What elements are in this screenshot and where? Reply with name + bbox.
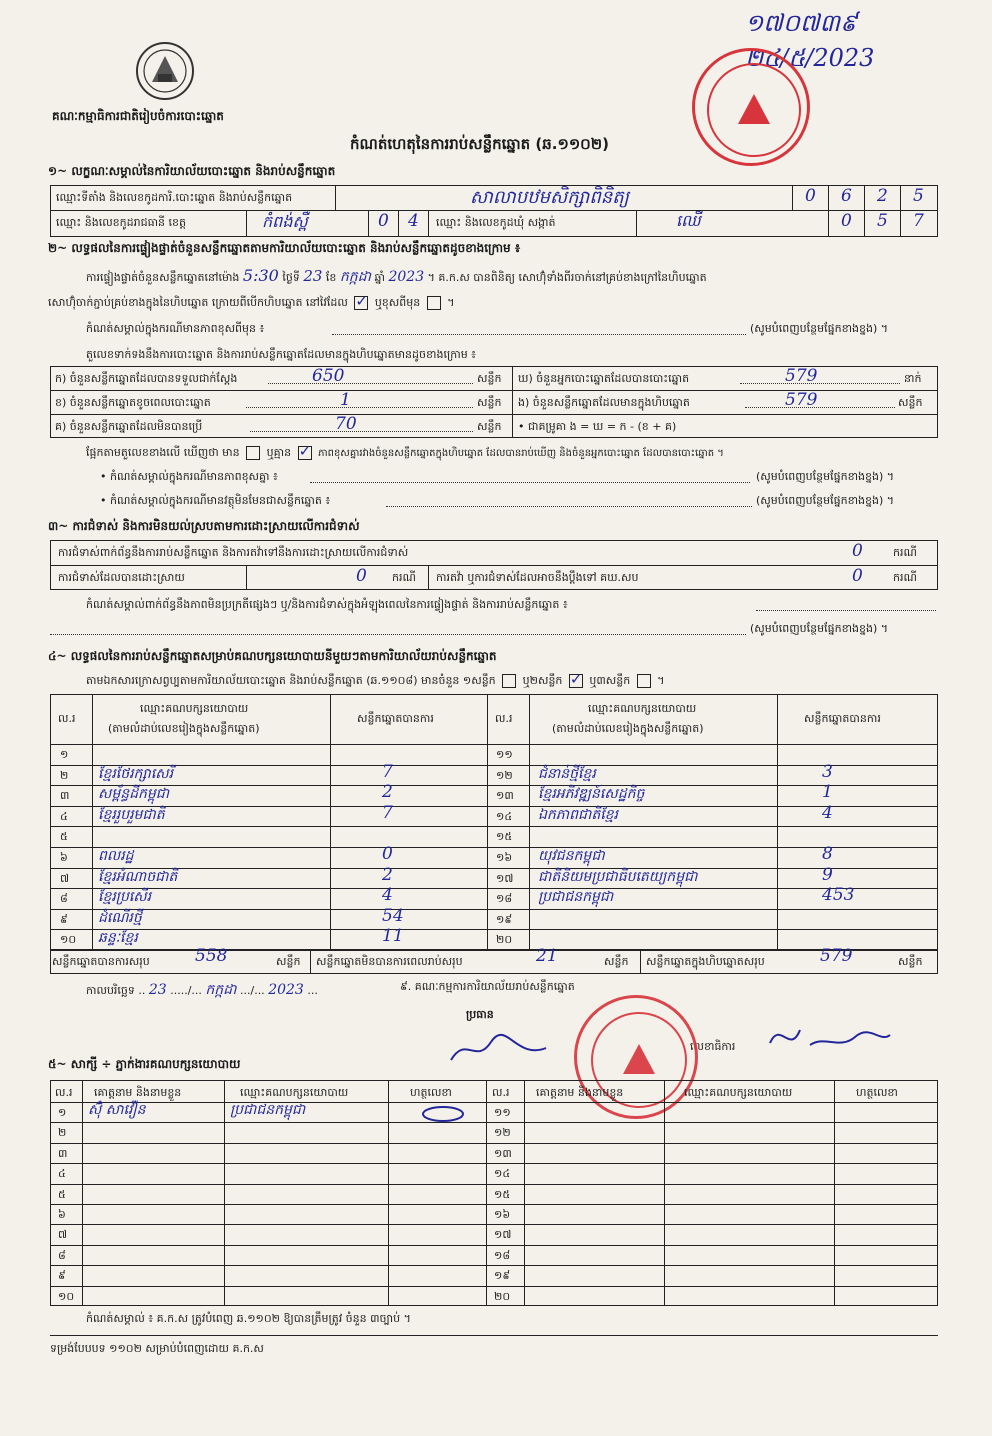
result-no: ៤ [60,809,68,823]
resolved-label: ការជំទាស់ដែលបានដោះស្រាយ [58,571,185,584]
section5-heading: ៥~ សាក្សី ÷ ភ្នាក់ងារគណបក្សនយោបាយ [48,1057,241,1071]
resolved-value: 0 [356,566,367,586]
witness-no: ៤ [58,1167,66,1181]
witness-no: ១៣ [494,1146,512,1160]
witness-no: ១៤ [494,1167,511,1181]
result-votes: 0 [382,844,393,864]
result-party: ដំណើរថ្មី [98,909,142,926]
different-checkbox[interactable] [427,296,441,310]
party-header-left: ឈ្មោះគណបក្សនយោបាយ [140,702,249,715]
form-footer: ទម្រង់បែបបទ ១១០២ សម្រាប់បំពេញដោយ គ.ក.ស [50,1342,264,1355]
result-votes: 3 [822,761,833,782]
count-formula: • ជាគម្រូគា ង = ឃ = ក - (ខ + គ) [518,420,677,433]
total-invalid-value: 21 [536,946,558,966]
result-no: ១០ [60,933,77,947]
verify-line-1: ការផ្ទៀងផ្ទាត់ចំនួនសន្លឹកឆ្នោតនៅម៉ោង 5:30 ថ្ងៃទី 23 ខែ កក្កដា ឆ្នាំ 2023 ។ គ.ក.ស បានពិនិត្យ សោហ៊ុំទាំងពីរចាក់នៅគ្រប់ខាងក្រៅនៃហិបឆ្នោត [86,266,707,285]
completion-note: កំណត់សម្គាល់ ៖ គ.ក.ស ត្រូវបំពេញ ឆ.១១០២ ឱ្យបានត្រឹមត្រូវ ចំនួន ៣ច្បាប់ ។ [86,1312,411,1325]
section3-heading: ៣~ ការជំទាស់ និងការមិនយល់ស្របតាមការដោះស្រាយលើការជំទាស់ [48,519,360,533]
office-value: សាលាបឋមសិក្សាពិនិត្យ [470,187,629,208]
witness-party-1: ប្រជាជនកម្ពុជា [230,1102,306,1118]
commune-value: ឈើ [676,211,701,230]
count-c-value: 70 [335,414,357,434]
president-signature [446,1030,556,1070]
witness-no: ១៩ [494,1269,511,1283]
count-a-label: ក) ចំនួនសន្លឹកឆ្នោតដែលបានទទួលជាក់ស្តែង [55,372,238,385]
two-sheet-checkbox[interactable] [569,674,583,688]
count-d-value: 579 [785,366,818,386]
witness-no: ៨ [58,1248,66,1262]
form-title: កំណត់ហេតុនៃការរាប់សន្លឹកឆ្នោត (ឆ.១១០២) [350,135,610,153]
handwritten-reference: ១៧០៧៣៩ ២៤/៥/2023 [745,9,875,72]
form-page: គណៈកម្មាធិការជាតិរៀបចំការបោះឆ្នោត កំណត់ហេតុនៃការរាប់សន្លឹកឆ្នោត (ឆ.១១០២) ១៧០៧៣៩ ២៤/៥/2023 ១~ លក្ខណៈសម្គាល់នៃការិយាល័យបោះឆ្នោត និងរាប់សន្លឹកឆ្នោត ឈ្មោះទីតាំង និងលេខកូដការិ.បោះឆ្នោត និងរាប់សន្លឹកឆ្នោត សាលាបឋមសិក្សាពិនិត្យ 0 6 2 5 ឈ្មោះ និងលេខកូដរាជធានី ខេត្ត កំពង់ស្ពឺ 0 4 ឈ្មោះ និងលេខកូដឃុំ សង្កាត់ ឈើ 0 5 7 ២~ លទ្ធផលនៃការផ្ទៀងផ្ទាត់ចំនួនសន្លឹកឆ្នោតតាមការិយាល័យបោះឆ្នោត និងរាប់សន្លឹកឆ្នោតដូចខាងក្រោម ៖ ការផ្ទៀងផ្ទាត់ចំនួនសន្លឹកឆ្នោតនៅម៉ោង 5:30 ថ្ងៃទី 23 ខែ កក្កដា ឆ្នាំ 2023 ។ គ.ក.ស បានពិនិត្យ សោហ៊ុំទាំងពីរចាក់នៅគ្រប់ខាងក្រៅនៃហិបឆ្នោត សោហ៊ុំចាក់ភ្ជាប់គ្រប់ខាងក្នុងនៃហិបឆ្នោត ក្រោយពីបើកហិបឆ្នោត នៅវៃដែល ✓ ឬខុសពីមុន ។ កំណត់សម្គាល់ក្នុងករណីមានភាពខុសពីមុន ៖ (សូមបំពេញបន្ថែមផ្នែកខាងខ្នង) ។ តួលេខទាក់ទងនឹងការបោះឆ្នោត និងការរាប់សន្លឹកឆ្នោតដែលមានក្នុងហិបឆ្នោតមានដូចខាងក្រោម ៖ ក) ចំនួនសន្លឹកឆ្នោតដែលបានទទួលជាក់ស្តែង 650 សន្លឹក ខ) ចំនួនសន្លឹកឆ្នោតខូចពេលបោះឆ្នោត 1 សន្លឹក គ) ចំនួនសន្លឹកឆ្នោតដែលមិនបានប្រើ 70 សន្លឹក ឃ) ចំនួនអ្នកបោះឆ្នោតដែលបានបោះឆ្នោត 579 នាក់ ង) ចំនួនសន្លឹកឆ្នោតដែលមានក្នុងហិបឆ្នោត 579 សន្លឹក • ជាគម្រូគា ង = ឃ = ក - (ខ + គ) ផ្អែកតាមតួលេខខាងលើ ឃើញថា មាន ឬគ្មាន ✓ ភាពខុសគ្នារវាងចំនួនសន្លឹកឆ្នោតក្នុងហិបឆ្នោត ដែលបានរាប់ឃើញ និងចំនួនអ្នកបោះឆ្នោត ដែលបានបោះឆ្នោត ។ • កំណត់សម្គាល់ក្នុងករណីមានភាពខុសគ្នា ៖ (សូមបំពេញបន្ថែមផ្នែកខាងខ្នង) ។ • កំណត់សម្គាល់ក្នុងករណីមានវត្ថុមិនមែនជាសន្លឹកឆ្នោត ៖ (សូមបំពេញបន្ថែមផ្នែកខាងខ្នង) ។ ៣~ ការជំទាស់ និងការមិនយល់ស្របតាមការដោះស្រាយលើការជំទាស់ ការជំទាស់ពាក់ព័ន្ធនឹងការរាប់សន្លឹកឆ្នោត និងការតវ៉ាទៅនឹងការដោះស្រាយលើការជំទាស់ 0 ករណី ការជំទាស់ដែលបានដោះស្រាយ 0 ករណី ការតវ៉ា ឬការជំទាស់ដែលអាចនឹងប្តឹងទៅ គឃ.សប 0 ករណី កំណត់សម្គាល់ពាក់ព័ន្ធនឹងភាពមិនប្រក្រតីផ្សេងៗ ឬ/និងការជំទាស់ក្នុងអំឡុងពេលនៃការផ្ទៀងផ្ទាត់ និងការរាប់សន្លឹកឆ្នោត ៖ (សូមបំពេញបន្ថែមផ្នែកខាងខ្នង) ។ ៤~ លទ្ធផលនៃការរាប់សន្លឹកឆ្នោតសម្រាប់គណបក្សនយោបាយនីមួយៗតាមការិយាល័យរាប់សន្លឹកឆ្នោត តាមឯកសារក្រោសព្វប្បតាមការិយាល័យបោះឆ្នោត និងរាប់សន្លឹកឆ្នោត (ឆ.១១០៨) មានចំនួន ១សន្លឹក ឬ២សន្លឹក ✓ ឬ៣សន្លឹក ។ ល.រ ឈ្មោះគណបក្សនយោបាយ (តាមលំដាប់លេខរៀងក្នុងសន្លឹកឆ្នោត) សន្លឹកឆ្នោតបានការ ល.រ ឈ្មោះគណបក្សនយោបាយ (តាមលំដាប់លេខរៀងក្នុងសន្លឹកឆ្នោត) សន្លឹកឆ្នោតបានការ ១ ២ ខ្មែរថែរក្សាសេរី 7 ៣ សម្ព័ន្ធដីកម្ពុជា 2 ៤ ខ្មែររួបរួមជាតិ 7 ៥ ៦ ពលរដ្ឋ 0 ៧ ខ្មែរអំណាចជាតិ 2 ៨ ខ្មែរប្រសើរ 4 ៩ ដំណើរថ្មី 54 ១០ ឆន្ទៈខ្មែរ 11 ១១ ១២ ជំនាន់ថ្មីខ្មែរ 3 ១៣ ខ្មែរអភិវឌ្ឍន៍សេដ្ឋកិច្ច 1 ១៤ ឯកភាពជាតិខ្មែរ 4 ១៥ ១៦ យុវជនកម្ពុជា 8 ១៧ ជាតិនិយមប្រជាធិបតេយ្យកម្ពុជា 9 ១៨ ប្រជាជនកម្ពុជា 453 ១៩ ២០ សន្លឹកឆ្នោតបានការសរុប 558 សន្លឹក សន្លឹកឆ្នោតមិនបានការពេលរាប់សរុប 21 សន្លឹក សន្លឹកឆ្នោតក្នុងហិបឆ្នោតសរុប 579 សន្លឹក កាលបរិច្ឆេទ .. 23 ...../... កក្កដា .../... 2023 ... ៩. គណៈកម្មការការិយាល័យរាប់សន្លឹកឆ្នោត ប្រធាន លេខាធិការ ៥~ សាក្សី ÷ ភ្នាក់ងារគណបក្សនយោបាយ ល.រ គោត្តនាម និងនាមខ្លួន ឈ្មោះគណបក្សនយោបាយ ហត្ថលេខា ល.រ គោត្តនាម និងនាមខ្លួន ឈ្មោះគណបក្សនយោបាយ ហត្ថលេខា ១ ១១ ២ ១២ ៣ ១៣ ៤ ១៤ ៥ ១៥ ៦ ១៦ ៧ ១៧ ៨ ១៨ ៩ ១៩ ១០ ២០ ស៊ុំ សាវឿន ប្រជាជនកម្ពុជា កំណត់សម្គាល់ ៖ គ.ក.ស ត្រូវបំពេញ ឆ.១១០២ ឱ្យបានត្រឹមត្រូវ ចំនួន ៣ច្បាប់ ។ ទម្រង់បែបបទ ១១០២ សម្រាប់បំពេញដោយ គ.ក.ស [0,0,992,1436]
verify-year: 2023 [388,269,425,285]
result-party: ខ្មែរប្រសើរ [98,889,152,906]
result-votes: 7 [382,802,393,823]
result-no: ១៧ [496,871,514,885]
compare-line: ផ្អែកតាមតួលេខខាងលើ ឃើញថា មាន ឬគ្មាន ✓ ភាពខុសគ្នារវាងចំនួនសន្លឹកឆ្នោតក្នុងហិបឆ្នោត ដែលបានរាប់ឃើញ និងចំនួនអ្នកបោះឆ្នោត ដែលបានបោះឆ្នោត ។ [86,446,724,462]
total-invalid-label: សន្លឹកឆ្នោតមិនបានការពេលរាប់សរុប [316,955,463,968]
witness-name-header-left: គោត្តនាម និងនាមខ្លួន [94,1086,182,1099]
result-votes: 54 [382,905,404,926]
result-no: ២០ [496,933,513,947]
bullet-difference: • កំណត់សម្គាល់ក្នុងករណីមានភាពខុសគ្នា ៖ [100,470,278,483]
commune-code-2: 5 [877,211,888,231]
total-valid-label: សន្លឹកឆ្នោតបានការសរុប [52,955,150,968]
secretary-signature [765,1015,895,1060]
office-code-2: 6 [841,186,852,206]
result-party: យុវជនកម្ពុជា [538,848,605,864]
totals-row [50,950,938,974]
result-votes: 9 [822,864,833,885]
witness-no: ២ [58,1126,67,1140]
count-a-value: 650 [312,366,345,386]
date-line: កាលបរិច្ឆេទ .. 23 ...../... កក្កដា .../... 2023 ... [86,982,318,998]
witness-party-header-right: ឈ្មោះគណបក្សនយោបាយ [684,1086,793,1099]
result-party: ឯកភាពជាតិខ្មែរ [538,806,618,823]
result-votes: 4 [822,802,833,823]
result-party: ប្រជាជនកម្ពុជា [538,889,614,906]
result-no: ៥ [60,830,68,844]
party-header-right: ឈ្មោះគណបក្សនយោបាយ [588,702,697,715]
total-box-value: 579 [820,946,853,966]
witness-name-header-right: គោត្តនាម និងនាមខ្លួន [536,1086,624,1099]
votes-header-left: សន្លឹកឆ្នោតបានការ [357,712,434,725]
witness-no: ៩ [58,1269,66,1283]
result-party: ខ្មែររួបរួមជាតិ [98,806,165,823]
witness-no: ៧ [58,1228,68,1242]
result-no: ១៦ [496,851,513,864]
fill-hint-1: (សូមបំពេញបន្ថែមផ្នែកខាងខ្នង) ។ [750,322,889,335]
office-code-3: 2 [877,186,888,206]
result-votes: 11 [382,926,404,947]
official-stamp-top [692,48,810,166]
result-no: ១៥ [496,830,513,844]
office-code-1: 0 [805,186,816,206]
result-votes: 7 [382,761,393,782]
count-b-label: ខ) ចំនួនសន្លឹកឆ្នោតខូចពេលបោះឆ្នោត [55,396,211,409]
witness-no: ៣ [58,1146,68,1160]
result-no: ៦ [60,851,68,864]
total-valid-value: 558 [195,946,228,966]
result-no: ៧ [60,871,70,885]
witness-name-1: ស៊ុំ សាវឿន [88,1102,146,1118]
province-code-2: 4 [408,211,419,231]
result-no: ៩ [60,912,68,926]
witness-no: ១០ [58,1289,75,1303]
result-party: សម្ព័ន្ធដីកម្ពុជា [98,786,170,803]
result-votes: 2 [382,782,393,803]
appeal-value: 0 [852,566,863,586]
result-no: ១ [60,748,69,761]
commune-label: ឈ្មោះ និងលេខកូដឃុំ សង្កាត់ [436,216,556,229]
total-box-label: សន្លឹកឆ្នោតក្នុងហិបឆ្នោតសរុប [646,955,765,968]
result-no: ៣ [60,789,70,803]
bullet-foreign-object: • កំណត់សម្គាល់ក្នុងករណីមានវត្ថុមិនមែនជាសន្លឹកឆ្នោត ៖ [100,494,331,507]
count-intro: តួលេខទាក់ទងនឹងការបោះឆ្នោត និងការរាប់សន្លឹកឆ្នោតដែលមានក្នុងហិបឆ្នោតមានដូចខាងក្រោម ៖ [86,348,477,361]
witness-no: ៥ [58,1187,66,1201]
commune-code-3: 7 [913,211,924,231]
count-e-value: 579 [785,390,818,410]
secretary-label: លេខាធិការ [690,1040,736,1053]
result-no: ១៣ [496,789,514,803]
section4-heading: ៤~ លទ្ធផលនៃការរាប់សន្លឹកឆ្នោតសម្រាប់គណបក្សនយោបាយនីមួយៗតាមការិយាល័យរាប់សន្លឹកឆ្នោត [48,649,497,663]
witness-no: ១៧ [494,1228,512,1242]
verify-month: កក្កដា [339,269,371,285]
section2-heading: ២~ លទ្ធផលនៃការផ្ទៀងផ្ទាត់ចំនួនសន្លឹកឆ្នោតតាមការិយាល័យបោះឆ្នោត និងរាប់សន្លឹកឆ្នោតដូចខាងក្រោម ៖ [48,241,521,255]
province-label: ឈ្មោះ និងលេខកូដរាជធានី ខេត្ត [56,216,186,229]
count-b-value: 1 [340,390,351,410]
result-no: ១២ [496,768,513,782]
has-difference-checkbox[interactable] [246,446,260,460]
result-no: ១១ [496,748,513,761]
result-no: ១៩ [496,912,513,926]
objection-value: 0 [852,541,863,561]
witness-no: ១៦ [494,1208,511,1221]
one-sheet-checkbox[interactable] [502,674,516,688]
result-party: ជំនាន់ថ្មីខ្មែរ [538,765,596,782]
witness-no: ៦ [58,1208,66,1221]
section1-heading: ១~ លក្ខណៈសម្គាល់នៃការិយាល័យបោះឆ្នោត និងរាប់សន្លឹកឆ្នោត [48,164,336,178]
nec-emblem-icon [130,40,200,102]
witness-sign-header-left: ហត្ថលេខា [410,1086,452,1099]
result-party: ខ្មែរអភិវឌ្ឍន៍សេដ្ឋកិច្ច [538,786,645,803]
province-value: កំពង់ស្ពឺ [262,212,308,231]
office-label: ឈ្មោះទីតាំង និងលេខកូដការិ.បោះឆ្នោត និងរាប់សន្លឹកឆ្នោត [56,191,293,204]
objection-label: ការជំទាស់ពាក់ព័ន្ធនឹងការរាប់សន្លឹកឆ្នោត និងការតវ៉ាទៅនឹងការដោះស្រាយលើការជំទាស់ [58,546,409,559]
result-party: ជាតិនិយមប្រជាធិបតេយ្យកម្ពុជា [538,868,698,885]
witness-no: ១២ [494,1126,511,1140]
witness-no: ១៥ [494,1187,511,1201]
president-label: ប្រធាន [466,1008,494,1021]
witness-no: ១ [58,1106,67,1119]
province-code-1: 0 [378,211,389,231]
result-no: ១៤ [496,809,513,823]
result-party: ពលរដ្ឋ [98,848,134,864]
result-no: ១៨ [496,892,513,906]
result-no: ២ [60,768,69,782]
witness-no: ១១ [494,1106,511,1119]
result-party: ឆន្ទៈខ្មែរ [98,930,138,947]
result-votes: 2 [382,864,393,885]
three-sheet-checkbox[interactable] [637,674,651,688]
witness-signature-1 [418,1104,468,1124]
result-no: ៨ [60,892,68,906]
result-party: ខ្មែរអំណាចជាតិ [98,868,178,885]
verify-time: 5:30 [242,266,279,285]
difference-note-label: កំណត់សម្គាល់ក្នុងករណីមានភាពខុសពីមុន ៖ [86,322,265,335]
office-code-4: 5 [913,186,924,206]
committee-line: ៩. គណៈកម្មការការិយាល័យរាប់សន្លឹកឆ្នោត [400,980,575,993]
irregularity-note: កំណត់សម្គាល់ពាក់ព័ន្ធនឹងភាពមិនប្រក្រតីផ្សេងៗ ឬ/និងការជំទាស់ក្នុងអំឡុងពេលនៃការផ្ទៀងផ្ទាត់ និងការរាប់សន្លឹកឆ្នោត ៖ [86,598,568,611]
votes-header-right: សន្លឹកឆ្នោតបានការ [804,712,881,725]
correct-checkbox[interactable] [354,296,368,310]
verify-day: 23 [303,267,323,285]
result-votes: 453 [822,885,855,906]
appeal-label: ការតវ៉ា ឬការជំទាស់ដែលអាចនឹងប្តឹងទៅ គឃ.សប [436,571,639,584]
result-party: ខ្មែរថែរក្សាសេរី [98,765,174,782]
count-d-label: ឃ) ចំនួនអ្នកបោះឆ្នោតដែលបានបោះឆ្នោត [518,372,690,385]
count-c-label: គ) ចំនួនសន្លឹកឆ្នោតដែលមិនបានប្រើ [55,420,203,433]
committee-name: គណៈកម្មាធិការជាតិរៀបចំការបោះឆ្នោត [52,109,224,123]
witness-party-header-left: ឈ្មោះគណបក្សនយោបាយ [240,1086,349,1099]
witness-no: ១៨ [494,1248,511,1262]
no-difference-checkbox[interactable] [298,446,312,460]
sheet-count-line: តាមឯកសារក្រោសព្វប្បតាមការិយាល័យបោះឆ្នោត និងរាប់សន្លឹកឆ្នោត (ឆ.១១០៨) មានចំនួន ១សន្លឹក ឬ២សន្លឹក ✓ ឬ៣សន្លឹក ។ [86,674,665,690]
verify-line-2: សោហ៊ុំចាក់ភ្ជាប់គ្រប់ខាងក្នុងនៃហិបឆ្នោត ក្រោយពីបើកហិបឆ្នោត នៅវៃដែល ✓ ឬខុសពីមុន ។ [48,296,454,312]
commune-code-1: 0 [841,211,852,231]
count-e-label: ង) ចំនួនសន្លឹកឆ្នោតដែលមានក្នុងហិបឆ្នោត [518,396,690,409]
witness-sign-header-right: ហត្ថលេខា [856,1086,898,1099]
result-votes: 8 [822,844,833,864]
result-votes: 1 [822,782,833,803]
result-votes: 4 [382,885,393,906]
witness-no: ២០ [494,1289,511,1303]
